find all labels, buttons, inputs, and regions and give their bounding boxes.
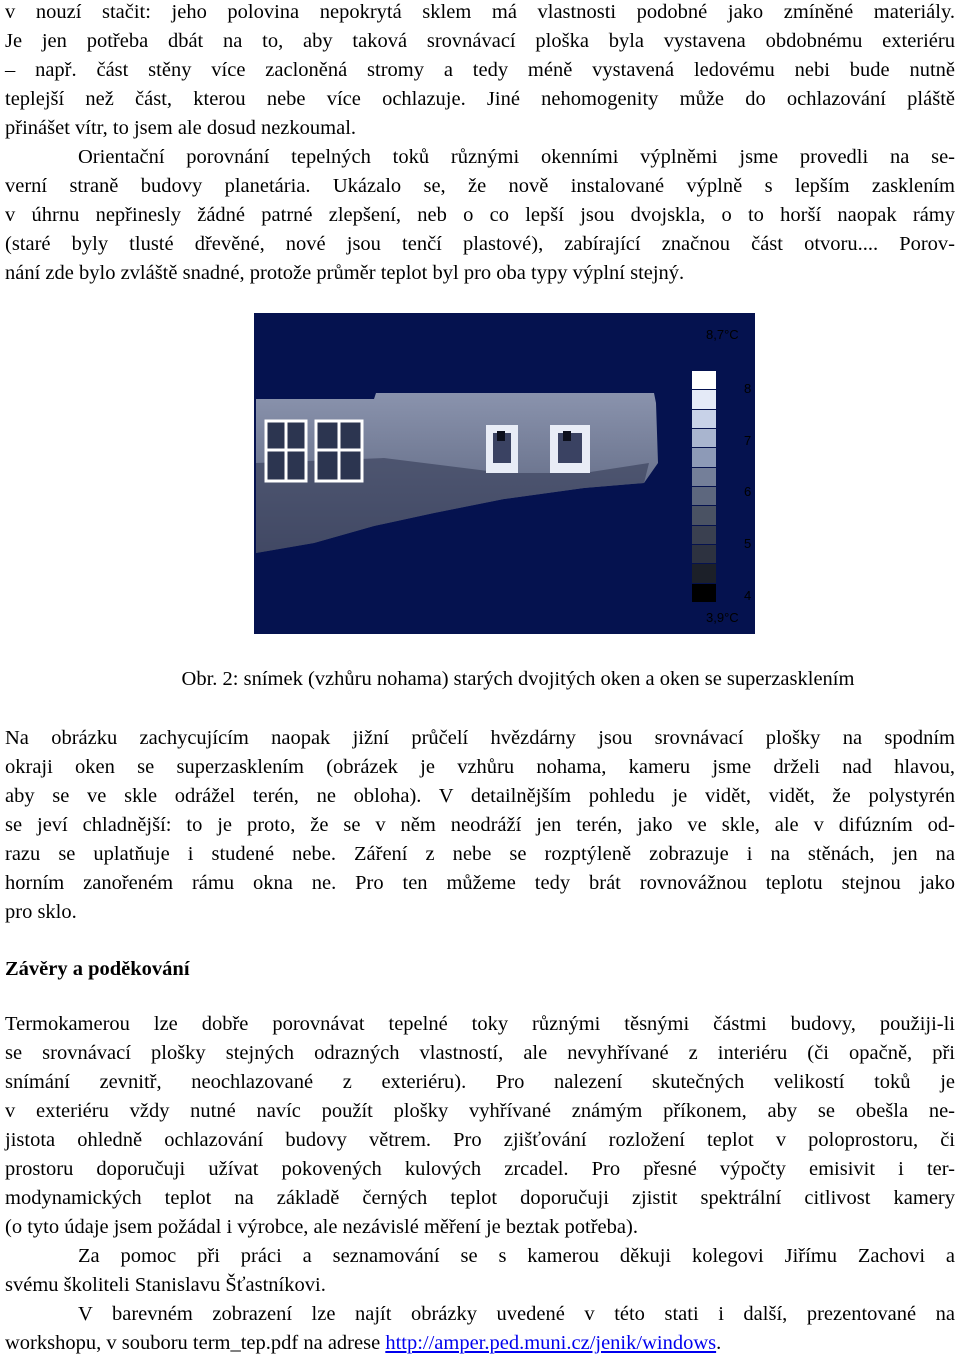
paragraph1-line: teplejší než část, kterou nebe více ochlazuje. Jiné nehomogenity může do ochlazování pláště [5,88,955,110]
scale-tick-label: 7 [744,433,752,448]
paragraph3-line: se jeví chladnější: to je proto, že se v něm neodráží jen terén, jako ve skle, ale v difúzním od- [5,814,955,836]
scale-swatch [692,545,716,563]
scale-swatch [692,410,716,428]
paragraph3-line: pro sklo. [5,901,77,923]
scale-swatch [692,487,716,505]
paragraph6-text: workshopu, v souboru term_tep.pdf na adrese [5,1332,386,1354]
paragraph3-line: aby se ve skle odrážel terén, ne obloha). V detailnějším pohledu je vidět, vidět, že polystyrén [5,785,955,807]
superglazed-window-1 [486,425,518,473]
paragraph2-line: v úhrnu nepřinesly žádné patrné zlepšení, neb o co lepší jsou dvojskla, o to horší naopak rámy [5,204,955,226]
scale-tick-label: 4 [744,588,752,603]
scale-swatch [692,371,716,389]
paragraph1-line: v nouzí stačit: jeho polovina nepokrytá sklem má vlastnosti podobné jako zmíněné materiály. [5,1,955,23]
paragraph2-line: Orientační porovnání tepelných toků různými okenními výplněmi jsme provedli na se- [78,146,955,168]
paragraph3-line: Na obrázku zachycujícím naopak jižní průčelí hvězdárny jsou srovnávací plošky na spodním [5,727,955,749]
paragraph6-period: . [716,1332,722,1354]
paragraph6-line-with-link [5,1329,955,1358]
paragraph4-line: modynamických teplot na základě černých teplot doporučuji zjistit spektrální citlivost kamery [5,1187,955,1209]
paragraph3-line: horním zanořeném rámu okna ne. Pro ten můžeme tedy brát rovnovážnou teplotu stejnou jako [5,872,955,894]
paragraph6-line: V barevném zobrazení lze najít obrázky uvedené v této stati i další, prezentované na [78,1303,955,1325]
paragraph1-line: přinášet vítr, to jsem ale dosud nezkoumal. [5,117,357,139]
scale-min-label: 3,9°C [706,610,739,625]
paragraph4-line: snímání zevnitř, neochlazované z exteriéru). Pro nalezení skutečných velikostí toků je [5,1071,955,1093]
paragraph4-line: (o tyto údaje jsem požádal i výrobce, ale nezávislé měření je beztak potřeba). [5,1216,638,1238]
paragraph4-line: jistota ohledně ochlazování budovy větrem. Pro zjišťování rozložení teplot v poloprostoru, či [5,1129,955,1151]
scale-swatch [692,526,716,544]
paragraph3-line: okraji oken se superzasklením (obrázek je vzhůru nohama, kameru jsme drželi nad hlavou, [5,756,955,778]
thermal-image-svg [254,313,755,634]
paragraph4-line: Termokamerou lze dobře porovnávat tepelné toky různými těsnými částmi budovy, použiji-li [5,1013,955,1035]
paragraph4-line: se srovnávací plošky stejných odrazných vlastností, ale nevyhřívané z interiéru (či opačně, při [5,1042,955,1064]
scale-swatch [692,468,716,486]
scale-tick-label: 6 [744,484,752,499]
old-window-right [316,421,362,481]
paragraph5-line: Za pomoc při práci a seznamování se s kamerou děkuji kolegovi Jiřímu Zachovi a [78,1245,955,1267]
paragraph2-line: verní straně budovy planetária. Ukázalo se, že nově instalované výplně s lepším zasklením [5,175,955,197]
scale-swatch [692,564,716,582]
section-heading: Závěry a poděkování [5,958,190,980]
paragraph1-line: – např. část stěny více zacloněná stromy a tedy méně vystavená ledovému nebi bude nutně [5,59,955,81]
superglazed-window-2 [550,425,590,473]
scale-swatch [692,390,716,408]
temperature-scale-bar [692,371,716,603]
paragraph3-line: razu se uplatňuje i studené nebe. Záření z nebe se rozptýleně zobrazuje i na stěnách, jen na [5,843,955,865]
scale-swatch [692,506,716,524]
paragraph4-line: v exteriéru vždy nutné navíc použít plošky vyhřívané známým příkonem, aby se obešla ne- [5,1100,955,1122]
paragraph2-line: nání zde bylo zvláště snadné, protože průměr teplot byl pro oba typy výplní stejný. [5,262,685,284]
figure-caption: Obr. 2: snímek (vzhůru nohama) starých dvojitých oken a oken se superzasklením [181,668,855,690]
paragraph1-line: Je jen potřeba dbát na to, aby taková srovnávací ploška byla vystavena obdobnému exteriéru [5,30,955,52]
old-window-left [266,421,306,481]
paragraph5-line: svému školiteli Stanislavu Šťastníkovi. [5,1274,326,1296]
scale-swatch [692,448,716,466]
paragraph2-line: (staré byly tlusté dřevěné, nové jsou tenčí plastové), zabírající značnou část otvoru.... Porov- [5,233,955,255]
scale-tick-label: 8 [744,381,752,396]
paragraph4-line: prostoru doporučuji užívat pokovených kulových zrcadel. Pro přesné výpočty emisivit i ter- [5,1158,955,1180]
thermal-image [254,313,755,634]
scale-tick-label: 5 [744,536,752,551]
scale-max-label: 8,7°C [706,327,739,342]
scale-swatch [692,584,716,602]
scale-swatch [692,429,716,447]
windows-link[interactable]: http://amper.ped.muni.cz/jenik/windows [385,1332,717,1354]
